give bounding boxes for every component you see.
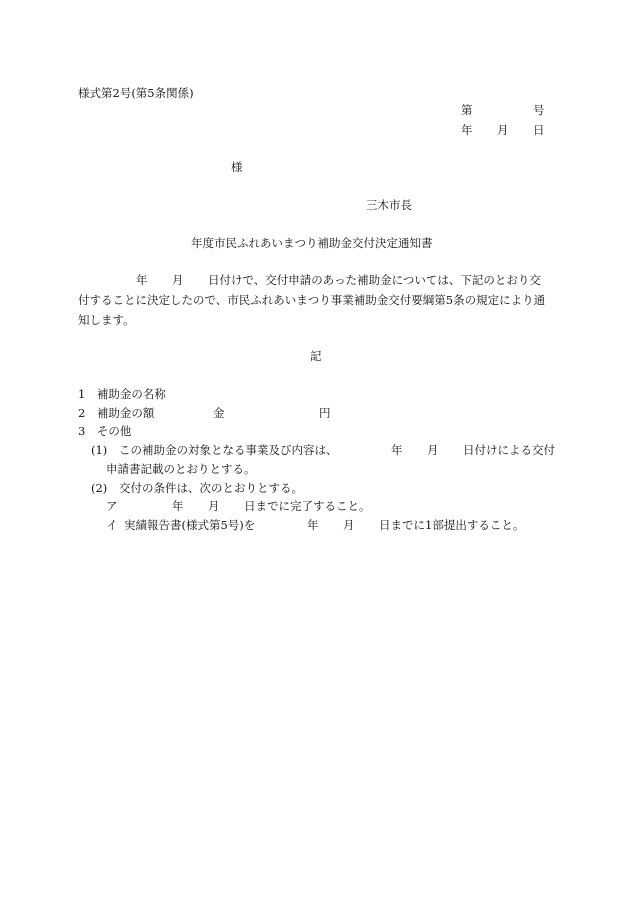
sub2-text: 交付の条件は、次のとおりとする。	[119, 481, 303, 495]
form-number: 様式第2号(第5条関係)	[78, 86, 194, 100]
para-year-label: 年	[136, 273, 148, 287]
sub2-label: (2)	[91, 481, 108, 495]
cond-a-tail: 日までに完了すること。	[244, 499, 371, 513]
sub1-tail: 日付けによる交付	[463, 443, 555, 457]
para-month-label: 月	[172, 273, 184, 287]
para-line1-rest: 日付けで、交付申請のあった補助金については、下記のとおり交	[208, 273, 541, 287]
date-year-label: 年	[461, 123, 473, 137]
para-line3: 知します。	[78, 313, 135, 327]
cond-a-month-label: 月	[208, 499, 220, 513]
sub1-year-label: 年	[391, 443, 403, 457]
para-line2: 付することに決定したので、市民ふれあいまつり事業補助金交付要綱第5条の規定により通	[78, 293, 546, 307]
cond-i-label: イ	[106, 518, 118, 532]
sender-title: 三木市長	[366, 198, 412, 212]
document-title: 年度市民ふれあいまつり補助金交付決定通知書	[191, 236, 433, 250]
date-day-label: 日	[533, 123, 545, 137]
sub1-label: (1)	[91, 443, 108, 457]
cond-i-text: 実績報告書(様式第5号)を	[124, 518, 256, 532]
sub1-line2: 申請書記載のとおりとする。	[106, 462, 256, 476]
record-heading: 記	[310, 349, 322, 363]
doc-number-prefix: 第	[461, 103, 473, 117]
item-subsidy-name: 1 補助金の名称	[78, 387, 166, 401]
cond-a-year-label: 年	[172, 499, 184, 513]
cond-a-label: ア	[106, 499, 118, 513]
cond-i-tail: 日までに1部提出すること。	[379, 518, 525, 532]
sub1-month-label: 月	[427, 443, 439, 457]
sub1-text: この補助金の対象となる事業及び内容は、	[119, 443, 338, 457]
item-other: 3 その他	[78, 424, 132, 438]
cond-i-month-label: 月	[343, 518, 355, 532]
date-month-label: 月	[497, 123, 509, 137]
cond-i-year-label: 年	[307, 518, 319, 532]
recipient-honorific: 様	[231, 160, 243, 174]
item-subsidy-amount-kin: 金	[213, 406, 225, 420]
item-subsidy-amount-yen: 円	[319, 406, 331, 420]
item-subsidy-amount-label: 2 補助金の額	[78, 406, 155, 420]
doc-number-suffix: 号	[533, 103, 545, 117]
